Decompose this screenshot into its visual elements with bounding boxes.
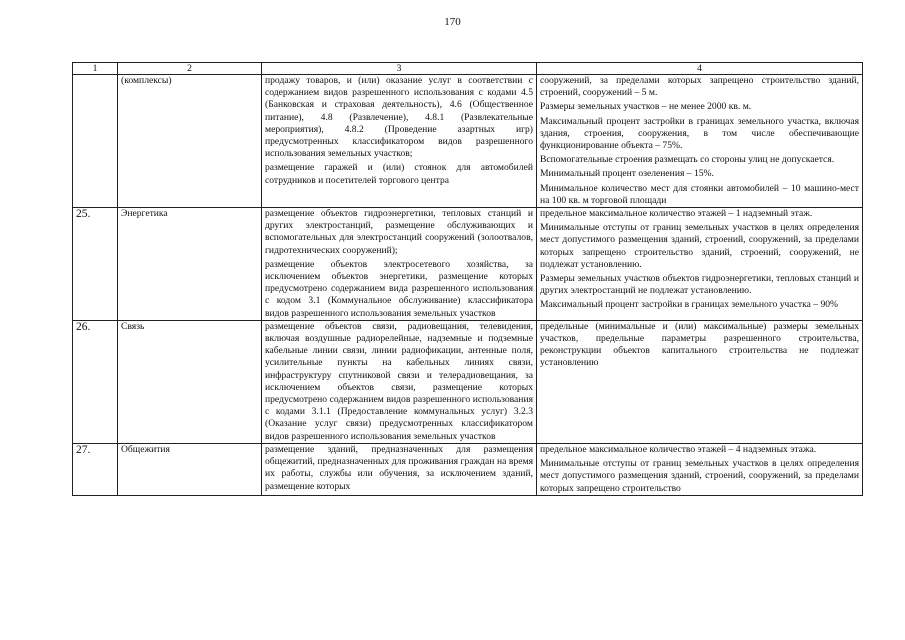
description-paragraph: продажу товаров, и (или) оказание услуг в соответствии с содержанием видов разрешенного использования с кодами 4.5 (Банковская и страховая деятельность), 4.6 (Общественное питание), 4.8 (Развлечение), 4.8.1 (Развлекательные мероприятия), 4.8.2 (Проведение азартных игр) предусмотренных классификатором видов разрешенного использования земельных участков; [265,75,533,160]
description-paragraph: размещение гаражей и (или) стоянок для автомобилей сотрудников и посетителей торгового центра [265,162,533,186]
use-type-name: (комплексы) [118,75,262,208]
use-description [262,320,537,443]
description-paragraph: размещение объектов гидроэнергетики, тепловых станций и других электростанций, размещение обслуживающих и вспомогательных для электростанций сооружений (золоотвалов, гидротехнических сооружений); [265,208,533,256]
parameter-paragraph: Вспомогательные строения размещать со стороны улиц не допускается. [540,154,835,166]
construction-parameters [537,320,863,443]
parameter-paragraph: сооружений, за пределами которых запрещено строительство зданий, строений, сооружений – 5 м. [540,75,859,99]
use-description [262,75,537,208]
row-number: 25. [73,208,118,321]
use-type-name: Общежития [118,443,262,495]
construction-parameters [537,443,863,495]
column-header-1: 1 [73,63,118,75]
row-number: 26. [73,320,118,443]
construction-parameters [537,75,863,208]
parameter-paragraph: Минимальные отступы от границ земельных участков в целях определения мест допустимого размещения зданий, строений, сооружений, за пределами которых запрещено строительство [540,458,859,494]
table-row [73,208,863,321]
parameter-paragraph: предельное максимальное количество этажей – 1 надземный этаж. [540,208,813,220]
row-number [73,75,118,208]
construction-parameters [537,208,863,321]
use-description [262,443,537,495]
column-header-4: 4 [537,63,863,75]
parameter-paragraph: предельные (минимальные и (или) максимальные) размеры земельных участков, предельные параметры разрешенного строительства, реконструкции объектов капитального строительства не подлежат установлению [540,320,859,369]
row-number: 27. [73,443,118,495]
table-row [73,320,863,443]
column-header-3: 3 [262,63,537,75]
use-type-name: Энергетика [118,208,262,321]
parameter-paragraph: Максимальный процент застройки в границах земельного участка – 90% [540,299,839,311]
description-paragraph: размещение зданий, предназначенных для размещения общежитий, предназначенных для проживания граждан на время их работы, службы или обучения, за исключением зданий, размещение которых [265,443,533,492]
use-description [262,208,537,321]
parameter-paragraph: Минимальное количество мест для стоянки автомобилей – 10 машино-мест на 100 кв. м торговой площади [540,182,859,206]
use-type-name: Связь [118,320,262,443]
zoning-regulations-table [72,62,863,496]
table-row [73,75,863,208]
parameter-paragraph: Минимальный процент озеленения – 15%. [540,168,714,180]
page-number: 170 [444,16,461,28]
description-paragraph: размещение объектов связи, радиовещания, телевидения, включая воздушные радиорелейные, надземные и подземные кабельные линии связи, линии радиофикации, антенные поля, усилительные пункты на кабельных линиях связи, инфраструктуру спутниковой связи и телерадиовещания, за исключением объектов связи, размещение которых предусмотрено содержанием видов разрешенного использования с кодами 3.1.1 (Предоставление коммунальных услуг) 3.2.3 (Оказание услуг связи) предусмотренных классификатором видов разрешенного использования земельных участков [265,320,533,442]
parameter-paragraph: предельное максимальное количество этажей – 4 надземных этажа. [540,443,817,455]
parameter-paragraph: Минимальные отступы от границ земельных участков в целях определения мест допустимого размещения зданий, строений, сооружений, за пределами которых запрещено строительство зданий, строений, сооружений, не подлежат установлению. [540,222,859,270]
parameter-paragraph: Размеры земельных участков – не менее 2000 кв. м. [540,101,752,113]
table-row [73,443,863,495]
description-paragraph: размещение объектов электросетевого хозяйства, за исключением объектов энергетики, размещение которых предусмотрено содержанием вида разрешенного использования с кодом 3.1 (Коммунальное обслуживание) классификатора видов разрешенного использования земельных участков [265,258,533,319]
table-header-row [73,63,863,75]
parameter-paragraph: Размеры земельных участков объектов гидроэнергетики, тепловых станций и других электростанций не подлежат установлению. [540,273,859,297]
column-header-2: 2 [118,63,262,75]
parameter-paragraph: Максимальный процент застройки в границах земельного участка, включая здания, строения, сооружения, в том числе обеспечивающие функционирование объекта – 75%. [540,115,859,152]
